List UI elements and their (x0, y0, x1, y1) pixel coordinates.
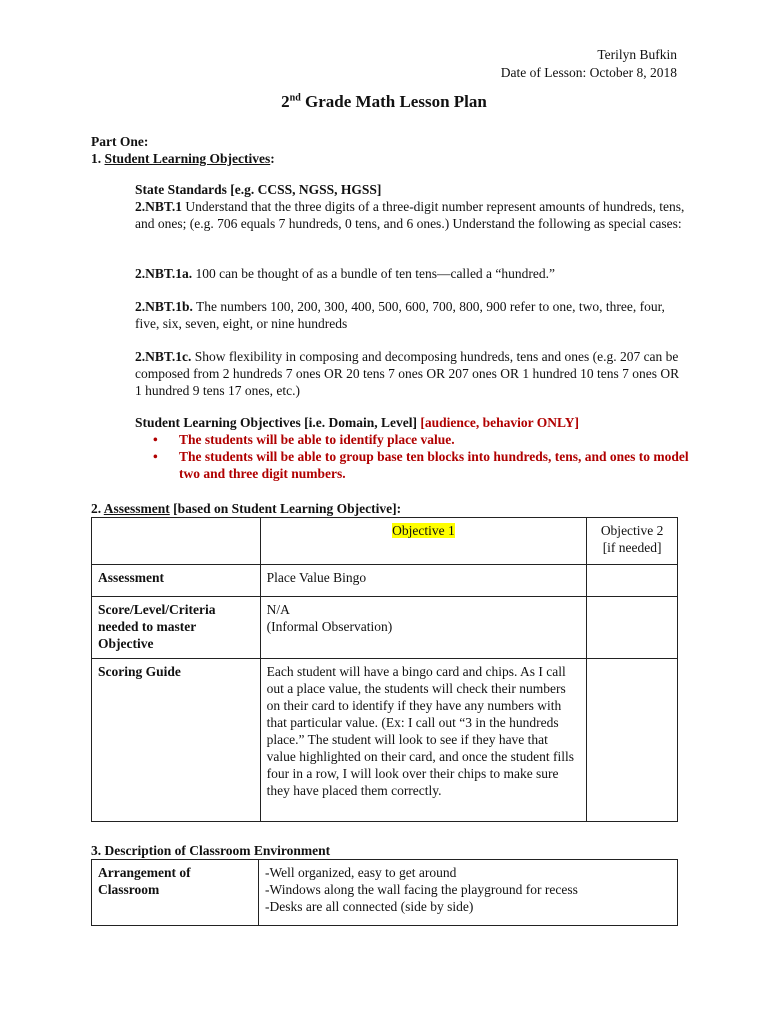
table-cell (587, 565, 678, 597)
state-standards (135, 181, 695, 232)
table-header-objective-1: Objective 1 (260, 518, 587, 565)
standard-nbt1c: 2.NBT.1c. Show flexibility in composing and decomposing hundreds, tens and ones (e.g. 207 can be composed from 2 hundreds 7 ones OR 20 tens 7 ones OR 207 ones OR 1 hundred 10 tens 7 ones OR 1 hundred 9 tens 17 ones, etc.) (135, 349, 680, 398)
objective-list (135, 431, 695, 482)
header-block (501, 46, 677, 82)
classroom-heading: 3. Description of Classroom Environment (91, 843, 331, 858)
row-label: Scoring Guide (92, 659, 261, 822)
table-cell (587, 659, 678, 822)
table-cell (92, 518, 261, 565)
objective-item: • The students will be able to group base ten blocks into hundreds, tens, and ones to model two and three digit numbers. (135, 448, 695, 482)
state-standards-heading: State Standards [e.g. CCSS, NGSS, HGSS] (135, 182, 382, 197)
learning-objectives-heading: Student Learning Objectives [i.e. Domain, Level] [audience, behavior ONLY] (135, 415, 579, 430)
objective-item: • The students will be able to identify place value. (135, 431, 695, 448)
part-one-heading: Part One: 1. Student Learning Objectives: (91, 134, 275, 166)
classroom-table (91, 859, 678, 926)
title-superscript: nd (289, 92, 301, 104)
assessment-table (91, 517, 678, 822)
standard-nbt1b: 2.NBT.1b. The numbers 100, 200, 300, 400, 500, 600, 700, 800, 900 refer to one, two, three, four, five, six, seven, eight, or nine hundreds (135, 299, 665, 331)
row-label: Assessment (92, 565, 261, 597)
standard-nbt1: 2.NBT.1 Understand that the three digits of a three-digit number represent amounts of hundreds, tens, and ones; (e.g. 706 equals 7 hundreds, 0 tens, and 6 ones.) Understand the following as special cases: (135, 199, 685, 231)
row-value: Place Value Bingo (260, 565, 587, 597)
learning-objectives (135, 414, 695, 482)
slo-section-heading: Student Learning Objectives (104, 151, 271, 166)
standard-nbt1a: 2.NBT.1a. 100 can be thought of as a bundle of ten tens—called a “hundred.” (135, 266, 556, 281)
assessment-heading: 2. Assessment [based on Student Learning Objective]: (91, 501, 402, 516)
author-name: Terilyn Bufkin (597, 47, 677, 62)
table-row (92, 860, 678, 926)
page-title: 2nd Grade Math Lesson Plan (281, 92, 487, 111)
row-label: Arrangement of Classroom (92, 860, 259, 926)
table-cell (587, 597, 678, 659)
table-row (92, 565, 678, 597)
row-label: Score/Level/Criteria needed to master Objective (92, 597, 261, 659)
table-row (92, 659, 678, 822)
table-header-objective-2: Objective 2 [if needed] (587, 518, 678, 565)
lesson-date: Date of Lesson: October 8, 2018 (500, 65, 677, 80)
row-value: -Well organized, easy to get around -Windows along the wall facing the playground for recess -Desks are all connected (side by side) (259, 860, 678, 926)
row-value: Each student will have a bingo card and chips. As I call out a place value, the students will check their numbers on their card to identify if they have any numbers with that particular value. (Ex: I call out “3 in the hundreds place.” The student will look to see if they have that value highlighted on their card, and once the student fills four in a row, I will look over their chips to make sure they have placed them correctly. (260, 659, 587, 822)
table-row (92, 597, 678, 659)
row-value: N/A (Informal Observation) (260, 597, 587, 659)
table-row (92, 518, 678, 565)
